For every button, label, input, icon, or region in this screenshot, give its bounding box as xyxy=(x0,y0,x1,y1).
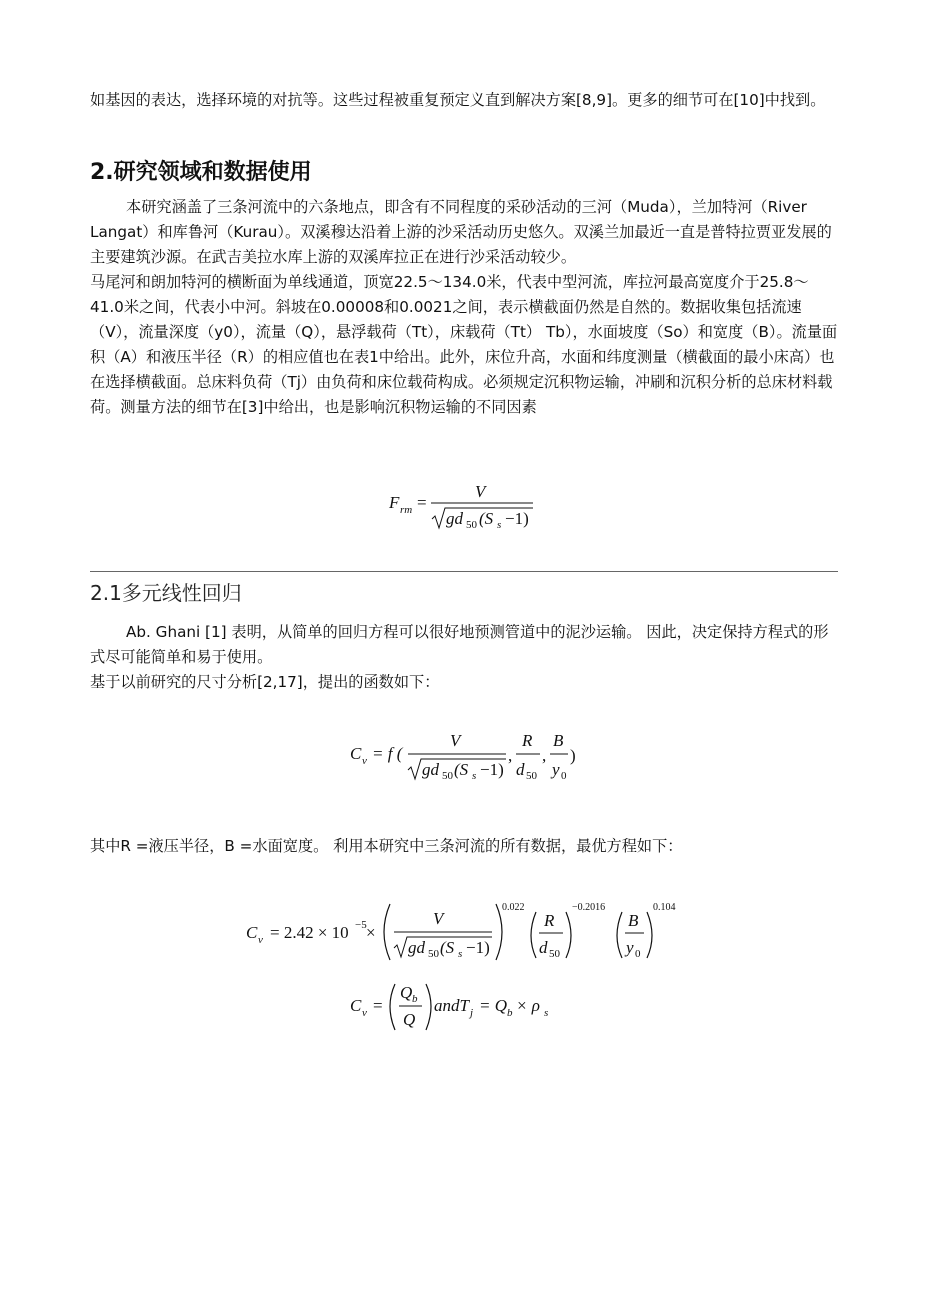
eq-cvd-paren-right xyxy=(426,984,431,1030)
froude-equation-svg xyxy=(385,478,545,538)
eq-cvb-exp1: 0.022 xyxy=(502,902,525,913)
section-2-paragraph-b: 马尾河和朗加特河的横断面为单线通道，顶宽22.5～134.0米，代表中型河流，库拉河最高宽度介于25.8～41.0米之间，代表小中河。斜坡在0.00008和0.0021之间，表示横截面仍然是自然的。数据收集包括流速（V），流量深度（y0），流量（Q），悬浮载荷（Tt），床载荷（Tt） Tb），水面坡度（So）和宽度（B）。流量面积（A）和液压半径（R）的相应值也在表1中给出。此外，床位升高，水面和纬度测量（横截面的最小床高）也在选择横截面。总床料负荷（Tj）由负荷和床位载荷构成。必须规定沉积物运输，冲刷和沉积分析的总床材料载荷。测量方法的细节在[3]中给出，也是影响沉积物运输的不同因素 xyxy=(90,273,838,416)
eq-cvb-exp2: −0.2016 xyxy=(572,902,606,913)
eq-cvf-lhs: C xyxy=(350,744,362,763)
cv-best-fit-equation-svg xyxy=(244,896,684,966)
eq-cvf-den-tail: −1) xyxy=(480,760,504,779)
eq-cvf-close: ) xyxy=(570,746,576,765)
eq-cvf-den-g: gd xyxy=(422,760,439,779)
eq-cvd-q-sub: b xyxy=(412,993,418,1005)
eq-cvb-paren3-left xyxy=(617,912,622,958)
eq-cvb-b: B xyxy=(628,911,639,930)
eq-cvf-den-s: s xyxy=(472,770,477,782)
eq-frm-lhs-sub: rm xyxy=(400,504,413,516)
eq-cvf-d-sub: 50 xyxy=(526,770,537,782)
eq-frm-den-paren: (S xyxy=(479,509,494,528)
section-divider xyxy=(90,571,838,572)
eq-cvf-r: R xyxy=(522,731,533,750)
eq-cvf-comma2: , xyxy=(542,746,547,765)
eq-cvb-paren1-left xyxy=(384,904,390,960)
eq-cvf-lhs-sub: v xyxy=(362,755,367,767)
cv-function-equation xyxy=(346,728,586,795)
eq-cvb-coef-exp: −5 xyxy=(355,919,367,931)
section-2-paragraph-a: 本研究涵盖了三条河流中的六条地点，即含有不同程度的采砂活动的三河（Muda），兰加特河（River Langat）和库鲁河（Kurau）。双溪穆达沿着上游的沙采活动历史悠久。双溪兰加最近一直是普特拉贾亚发展的主要建筑沙源。在武吉美拉水库上游的双溪库拉正在进行沙采活动较少。 xyxy=(90,198,832,266)
eq-cvd-qd: Q xyxy=(403,1010,416,1029)
eq-cvb-den-sub50: 50 xyxy=(428,948,439,960)
eq-cvf-b: B xyxy=(553,731,564,750)
eq-cvf-y-sub: 0 xyxy=(561,770,567,782)
eq-cvf-d: d xyxy=(516,760,525,779)
cv-definition-equation xyxy=(348,978,568,1039)
eq-cvb-lhs: C xyxy=(246,923,258,942)
section-2-heading: 2.研究领域和数据使用 xyxy=(90,160,312,185)
eq-cvd-eq2: = Q xyxy=(479,996,507,1015)
eq-cvb-den-g: gd xyxy=(408,938,425,957)
eq-cvf-y: y xyxy=(552,760,560,779)
froude-equation xyxy=(385,478,545,543)
eq-cvd-lhs: C xyxy=(350,996,362,1015)
eq-frm-eq: = xyxy=(417,493,427,512)
eq-cvd-q2-sub: b xyxy=(507,1007,513,1019)
eq-cvd-times: × ρ xyxy=(516,996,540,1015)
eq-frm-num: V xyxy=(475,482,486,501)
eq-cvd-tail-sub: j xyxy=(470,1007,474,1019)
eq-cvb-den-tail: −1) xyxy=(466,938,490,957)
eq-frm-den-tail: −1) xyxy=(505,509,529,528)
eq-cvb-paren2-left xyxy=(531,912,536,958)
eq-cvb-den-s: s xyxy=(458,948,463,960)
cv-definition-equation-svg xyxy=(348,978,568,1034)
eq-cvb-paren2-right xyxy=(566,912,571,958)
section-2-1-paragraph-b: 基于以前研究的尺寸分析[2,17]，提出的函数如下： xyxy=(90,673,440,691)
eq-cvd-q: Q xyxy=(400,983,413,1002)
eq-cvb-y: y xyxy=(626,938,634,957)
eq-cvd-paren-left xyxy=(390,984,395,1030)
eq-cvb-coef: = 2.42 × 10 xyxy=(270,923,349,942)
eq-cvd-eq: = xyxy=(373,996,383,1015)
eq-cvb-paren3-right xyxy=(647,912,652,958)
eq-cvb-num: V xyxy=(433,909,444,928)
eq-cvb-d: d xyxy=(539,938,548,957)
eq-frm-den-s: s xyxy=(497,519,502,531)
eq-cvb-den-paren: (S xyxy=(440,938,455,957)
section-2-1-body xyxy=(90,620,838,695)
eq-cvd-lhs-sub: v xyxy=(362,1007,367,1019)
section-2-body xyxy=(90,195,838,420)
eq-cvb-lhs-sub: v xyxy=(258,934,263,946)
cv-function-equation-svg xyxy=(346,728,586,790)
eq-cvb-r: R xyxy=(544,911,555,930)
eq-cvb-y-sub: 0 xyxy=(635,948,641,960)
eq-cvf-den-sub50: 50 xyxy=(442,770,453,782)
section-2-1-heading: 2.1多元线性回归 xyxy=(90,581,242,605)
eq-frm-lhs: F xyxy=(389,493,400,512)
eq-cvd-rho-sub: s xyxy=(544,1007,549,1019)
intro-paragraph: 如基因的表达，选择环境的对抗等。这些过程被重复预定义直到解决方案[8,9]。更多的细节可在[10]中找到。 xyxy=(90,91,826,109)
eq-cvf-num: V xyxy=(450,731,461,750)
eq-frm-den-sub50: 50 xyxy=(466,519,477,531)
eq-cvd-tail: andT xyxy=(434,996,469,1015)
eq-cvb-d-sub: 50 xyxy=(549,948,560,960)
section-2-1-paragraph-a: Ab. Ghani [1] 表明，从简单的回归方程可以很好地预测管道中的泥沙运输。 因此，决定保持方程式的形式尽可能简单和易于使用。 xyxy=(90,623,829,666)
eq-frm-den-g: gd xyxy=(446,509,463,528)
cv-best-fit-equation xyxy=(244,896,684,971)
eq-cvb-times: × xyxy=(366,923,376,942)
eq-cvb-exp3: 0.104 xyxy=(653,902,676,913)
eq-cvf-comma1: , xyxy=(508,746,513,765)
eq-cvf-eq: = f ( xyxy=(372,744,403,763)
section-2-1-paragraph-c: 其中R =液压半径，B =水面宽度。 利用本研究中三条河流的所有数据，最优方程如下： xyxy=(90,837,683,855)
eq-cvf-den-paren: (S xyxy=(454,760,469,779)
